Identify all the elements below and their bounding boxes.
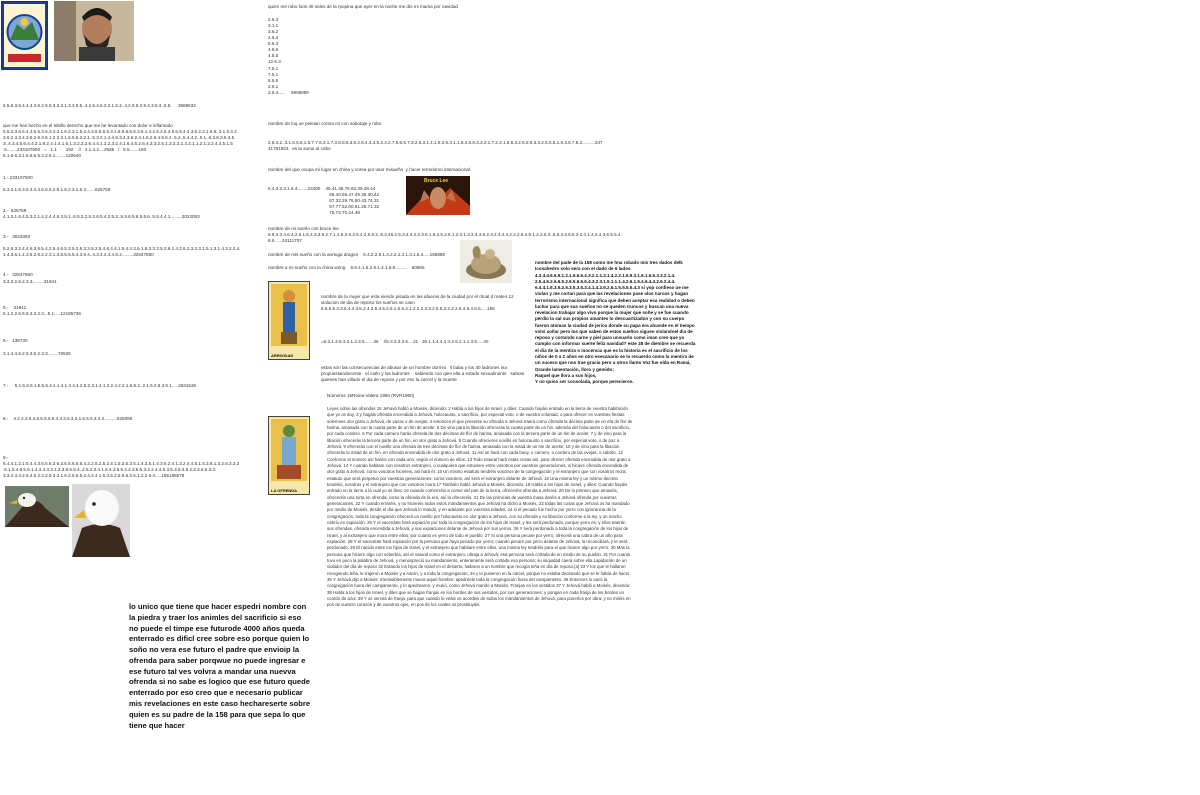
mujer-numbers: =6.3.1.3.5.3.3.1.2.3.6.......36 //5.3.3.3.2.5....21 35.1.1.4.4.1.4.2.6.2.1.1.3.5.....40 xyxy=(321,339,489,344)
left-ankle-paragraph: que me han hecho en el tobillo derecho que me he levantado con dolor e inflamado 5.5.3.3.6.5.4.3.5.5.3.5.3.4.3.1.6.2.3.1.5.2.4.3.6.5.6.5.3.1.6.5.6.6.5.3.6.1.4.2.6.2.6.3.6.5.5.4.4.3.6.2.2.1.6.5..3.1.5.3.2. 3.6.2.3.3.4.3.5.2.6.3.6.1.2.2.3.1.6.5.5.3.2.1..5.3.2.1.4.4.6.3.4.3.6.2.4.1.6.2.6.4.5.5.4..5.2..5.4.4.2..5.1..6.3.6.3.6.3.5. 3..4.3.4.5.6.4.4.2.1.6.2.4.1.4.1.6.1.3.2.3.2.6.4.4.1.3.2.3.2.4.1.6.4.5.2.6.4.3.3.2.5.1.3.2.3.2.4.3.1.1.2.1.2.2.4.4.5.1.5 .5........233107500 = 1.1 192 // 2.1.4.2....2565 / 5.5.......160 6.1.6.6.3.1.6.6.6.5.3.2.6.1........120640 xyxy=(3,123,238,159)
item-6-label: 6.- 138730 xyxy=(3,338,28,343)
eagle-photo-small xyxy=(5,486,69,527)
numeros-title: Números 15Reina-Valera 1960 (RVR1960) xyxy=(327,393,415,398)
item-1-value: 5.3.3.1.6.3.5.3.4.4.6.6.5.2.6.1.6.2.2.1.5.3.......625759 xyxy=(3,187,111,192)
item-3-label: 3.- 3022083 xyxy=(3,234,31,239)
leyes-ofrendas-text: Leyes sobre las ofrendas 15 Jehová habló a Moisés, diciendo: 2 Habla a los hijos de Israel, y diles: Cuando hayáis entrado en la tierra de vuestra habitación que yo os doy, 3 y hagáis ofrenda encendida a Jehová, holocausto, o sacrificio, por especial voto, o de vuestra voluntad, o para ofrecer en vuestras fiestas solemnes olor grato a Jehová, de vacas o de ovejas; 4 entonces el que presente su ofrenda a Jehová traerá como ofrenda la décima parte de un efa de flor de harina, amasada con la cuarta parte de un hin de aceite. 5 De vino para la libación ofrecerás la cuarta parte de un hin, además del holocausto o del sacrificio, por cada cordero. 6 Por cada carnero harás ofrenda de dos décimas de flor de harina, amasada con la tercera parte de un hin de aceite; 7 y de vino para la libación ofrecerás la tercera parte de un hin, en olor grato a Jehová. 8 Cuando ofrecieres novillo en holocausto o sacrificio, por especial voto, o de paz a Jehová, 9 ofrecerás con el novillo una ofrenda de tres décimas de flor de harina, amasada con la mitad de un hin de aceite; 10 y de vino para la libación ofrecerás la mitad de un hin, en ofrenda encendida de olor grato a Jehová. 11 Así se hará con cada buey, o carnero, o cordero de las ovejas, o cabrito. 12 Conforme al número así haréis con cada uno, según el número de ellos. 13 Todo natural hará estas cosas así, para ofrecer ofrenda encendida de olor grato a Jehová. 14 Y cuando habitare con vosotros extranjero, o cualquiera que estuviere entre vosotros por vuestras generaciones, si hiciere ofrenda encendida de olor grato a Jehová, como vosotros hiciereis, así hará él. 15 Un mismo estatuto tendréis vosotros de la congregación y el extranjero que con vosotros mora; estatuto que será perpetuo por vuestras generaciones; como vosotros, así será el extranjero delante de Jehová. 16 Una misma ley y un mismo decreto tendréis, vosotros y el extranjero que con vosotros mora.17 También habló Jehová a Moisés, diciendo: 18 Habla a los hijos de Israel, y diles: Cuando hayáis entrado en la tierra a la cual yo os llevo 19 cuando comenzéis a comer del pan de la tierra, ofreceréis ofrenda a Jehová. 20 De lo primero que amaséis, ofreceréis una torta en ofrenda; como la ofrenda de la era, así la ofreceréis. 21 De las primicias de vuestra masa daréis a Jehová ofrenda por vuestras generaciones. 22 Y cuando erraréis, y no hiciereis todos estos mandamientos que Jehová ha dicho a Moisés, 23 todas las cosas que Jehová os ha mandado por medio de Moisés, desde el día que Jehová lo mandó, y en adelante por vuestras edades, 24 si el pecado fue hecho por yerro con ignorancia de la congregación, toda la congregación ofrecerá un novillo por holocausto en olor grato a Jehová, con su ofrenda y su libación conforme a la ley, y un macho cabrío en expiación. 25 Y el sacerdote hará expiación por toda la congregación de los hijos de Israel, y les será perdonado, porque yerro es; y ellos traerán sus ofrendas, ofrenda encendida a Jehová, y sus expiaciones delante de Jehová por sus yerros. 26 Y será perdonado a toda la congregación de los hijos de Israel, y al extranjero que mora entre ellos, por cuanto es yerro de todo el pueblo. 27 Si una persona pecare por yerro, ofrecerá una cabra de un año para expiación. 28 Y el sacerdote hará expiación por la persona que haya pecado por yerro; cuando pecare por yerro delante de Jehová, la reconciliará, y le será perdonado. 29 El nacido entre los hijos de Israel, y el extranjero que habitare entre ellos, una misma ley tendréis para el que hiciere algo por yerro. 30 Mas la persona que hiciere algo con soberbia, así el natural como el extranjero, ultraja a Jehová; esa persona será cortada de en medio de su pueblo. 31 Por cuanto tuvo en poco la palabra de Jehová, y menospreció su mandamiento, enteramente será cortada esa persona; su iniquidad caerá sobre ella.Lapidación de un violador del día de reposo 32 Estando los hijos de Israel en el desierto, hallaron a un hombre que recogía leña en día de reposo.[a] 33 Y los que le hallaron recogiendo leña, le trajeron a Moisés y a Aarón, y a toda la congregación; 34 y lo pusieron en la cárcel, porque no estaba declarado qué se le había de hacer. 35 Y Jehová dijo a Moisés: Irremisiblemente muera aquel hombre; apedréelo toda la congregación fuera del campamento. 36 Entonces lo sacó la congregación fuera del campamento, y lo apedrearon, y murió, como Jehová mandó a Moisés. Franjas en los vestidos 37 Y Jehová habló a Moisés, diciendo: 38 Habla a los hijos de Israel, y diles que se hagan franjas en los bordes de sus vestidos, por sus generaciones; y pongan en cada franja de los bordes un cordón de azul. 39 Y os servirá de franja, para que cuando lo veáis os acordéis de todos los mandamientos de Jehová, para ponerlos por obra; y no miréis en pos de vuestro corazón y de vuestros ojos, en pos de los cuales os prostituyáis. xyxy=(327,406,633,608)
eagle-photo-large xyxy=(72,484,130,557)
item-4-value: 3.3.3.2.6.2.3.3.........31941 xyxy=(3,279,57,284)
item-5-value: 5.1.2.2.6.6.5.3.3.2.3...5.1.....12185736 xyxy=(3,311,81,316)
tarot-card-1-label: ARRIVIDAD xyxy=(271,353,294,358)
item-8-value: 8.- 4.2.4.3.6.4.6.5.6.5.6.4.4.3.6.3.3.1.6.5.6.3.4.2..........525059 xyxy=(3,416,133,421)
sabotaje-heading: nombre de loq ue peleian contra mi con sabotaje y robo xyxy=(268,121,382,126)
robo-title: quien me robo loos 40 soles de la rpopina que ayer en la noche me dio mi mama por navidad xyxy=(268,4,458,9)
robo-number-list: 2.6.3 3.1.1 3.6.2 4.6.4 5.6.3 4.6.6 4.5.5 12.6.3. 7.5.1 7.5.1 6.5.5 2.6.1 2.6.3..... 5908888 xyxy=(268,17,309,95)
bruce-lee-dream: nombre de mi sueño con bruce lee 6.6.3.3.4.6.4.2.6.1.6.4.3.3.6.2.7.1.1.6.2.6.3.5.4.2.5.6.2..6.3.45.2.5.3.4.3.2.2.3.6.1.6.2.5.2.6.1.2.3.1.3.3.4.4.6.2.3.2.4.4.4.2.2.2.6.4.6.1.2.2.6.3..5.5.3.3.6.5.3.2.4.1.4.3.4.3.6.5.5.4. 6.6......34111707 xyxy=(268,226,622,244)
bruce-lee-image xyxy=(406,176,470,215)
mujer-paragraph: nombre de la mujer que esta siendo pisada en las afueras de la ciudad por el ritual d mateo 12 violacion de dia de reposo los sueños se caen 6.5.5.5.3.3.6.4.4.3.6.2.4.3.6.4.5.2.6.1.5.5.4.1.2.2.2.3.3.2.5.5.2.2.2.2.6.4.6.4.6.5.....158 xyxy=(321,294,514,312)
item-5-label: 5.- 31941 xyxy=(3,305,27,310)
terrorismo-heading: nombre del que ocupa mi lugar en china y corea por usar misueño y hacer terrorismo internacional xyxy=(268,167,470,172)
tarot-card-2 xyxy=(268,416,310,495)
item-9-value: 9.- 6.4.4.1.2.1.5.4.4.3.6.5.6.3.6.2.5.5.6.5.5.4.2.2.6.2.5.2.4.1.5.3.5.3.5.1.4.3.5.1.4.3.6.2.4.1.3.2.4.4.5.1.5.3.6.1.3.2.6.3.3.2 .6.1.5.4.6.5.6.1.4.3.4.3.3.1.3.3.6.5.5.4..2.5.2.3.4.1.5.4.3.5.6.2.4.3.5.5.3.4.2.4.4.6.3.5.3.6.3.6.2.3.3.6.5.3.3. 3.3.4.3.4.2.5.4.6.2.3.2.5.3.3.1.6.2.6.5.5.2.4.2.4.1.6.3.5.2.5.5.6.3.5.1.2.2.6.4.....185185578 xyxy=(3,455,240,479)
dragon-turtle-image xyxy=(460,240,512,283)
item-2-value: 4.1.3.1.6.4.5.3.2.1.4.2.4.4.5.3.5.1..6.5.3.2.5.3.6.5.4.2.5.2..5.5.6.5.6.5.6.6..5.5.4.4.1.........3022083 xyxy=(3,214,200,219)
tortuga-line: nombre de mis sueño con la aortuga dragon 6.4.2.2.5.1.4.2.2.1.4.1.3.1.6.4.....165888 xyxy=(268,252,445,257)
logo-badge-image xyxy=(1,1,48,70)
item-2-label: 2.- 625759 xyxy=(3,208,27,213)
item-7-value: 7.- 5.1.5.3.6.1.5.5.5.4.1.1.4.1.4.4.4.2.5.2.3.1.4.1.2.2.4.2.2.1.5.5.2..2.1.5.2.6.3.5.1.....2631536 xyxy=(3,383,197,388)
bottom-bold-paragraph: lo unico que tiene que hacer espedri nombre con la piedra y traer los animles del sacrificio si eso no puede el timpe ese futurode 4000 años queda enterrado es dificl cree sobre eso porque quien lo soño no vera ese futuro el padre que envioip la ofrenda para saber porqwue no puede ingresar e ese futuro tal ves volvra a mandar una nuevva ofrenda si no sabe es logico que ese futuro quede enterrado por eso creo que e necesario publicar mis revelaciones en este caso hechareserte sobre quien es su padre de la 158 para que sepa lo que tiene que hacer xyxy=(129,602,311,730)
bruce-lee-label: Bruce Lee xyxy=(424,178,449,184)
wong-line: nombre a mi sueño con la china wong 6.6.4.1.5.2.5.1.4.1.6.6......... 60865 xyxy=(268,265,425,270)
item-6-value: 3.1.4.4.6.2.5.3.5.2.3.3........76526 xyxy=(3,351,71,356)
padre-158-bold-text: nombre del pade de la 158 como me hna robado mis tres dados delk Icosahedro solo sera con el dado de 6 lados 4.3.4.4.6.6.9.1.2.1.6.6.6.4.3.2.1.1.3.1.4.2.2.1.6.9.3.1.6.1.6.5.3.3.2.1.4. 2.5.4.6.2.6.6.5.2.6.5.6.5.6.4.3.2.3.1.5.1.1.1.4.2.6.1.5.4.6.4.4.2.6.2.4.4. 6.4.4.1.6.3.5.2.5.3.5.3.5.3.4.1.4.2.6.2.6.1.5.5.5.5.4.3 si yop confieso ue me violan y me cortan para que las revelaciones pase alos narcos y hagan terrorismo internacional significa que deben aceptar esa realidad o deben luchar para que sus sueños no se queden truncos y buscan una nueva revelacion trabajar algo vivo porque la mujer que soñe y se fue cuando perdio la sal sus propios amantes lo descuartizadon y con su cuerpo fueron atomas la ciudad de jerico donde su papa era alcande en el tiempo volvi soñar pero los que saben de estos sueños siguen violandoel dia de reposo y cortando carne y piel para unsuarlo como iman creo que yo cumplo con informar suerte feliz navidad? este 28 de diembre se recuerda el dia de la mentira o inocencia que es la historia es el sacrificio de los niños de 0 a 2 años en otro esecanario se lo recuerdo como la mentira de un suceso que nos trae gracia pero a otros llanto Voz fue oída en Ramá, Grande lamentación, lloro y gemido; Raquel que llora a sus hijos, Y no quiso ser consolada, porque perecieron. xyxy=(535,260,696,385)
abuso-paragraph: estas son las consecuencias de abusar de un hombre dormio li baba y los 40 ladrones ina propuestaindecente el carlo y los ladrones sabiendo con qien ella a estado sexualmente sabras quienes han villado el dia de reposo y por eso la carcel y la muerte xyxy=(321,365,525,383)
sabotaje-numbers: 2.8.3.2..3.1.6.5.6.1.6.7.7.6.3.1.7.3.8.8.6.3.6.2.8.4.3.4.5.2.4.2.7.5.6.6.7.3.2.5.3.1.4.1.8.3.6.3.1.1.6.4.8.6.3.3.2.1.7.2.2.1.5.8.3.2.6.8.6.3.3.2.6.5.5.1.6.3.6.7.8.2..........347 41781923 es la suma al cobo xyxy=(268,140,603,152)
item-3-value: 5.2.6.3.2.4.4.6.3.6.5.4.2.5.4.6.5.3.5.2.5.3.3.6.2.5.4.6.4.4.1.5.4.4.3.5.1.6.3.3.3.5.3.6.1.4.2.6.3.3.2.3.1.5.1.3.1.4.2.2.2.4. 1.4.3.6.1.4.3.6.2.6.2.2.3.1.3.6.5.5.5.4.3.6.4..4.3.4.2.4.4.5.2.........32647860 xyxy=(3,246,241,258)
tarot-card-2-label: LA OFRENDA xyxy=(271,488,298,493)
left-number-line: 6.5.6.3.6.4.4.4.3.5.2.5.5.3.3.3.1.3.3.6.5..4.2.5.4.5.2.2.1.5.2..4.2.6.6.2.5.4.3.5.3..6.5. 3589632 xyxy=(3,103,196,108)
item-1-label: 1.- 233107500 xyxy=(3,175,33,180)
item-4-label: 4.- 32647860 xyxy=(3,272,33,277)
webcam-photo xyxy=(54,1,134,61)
tarot-card-1 xyxy=(268,281,310,360)
terrorismo-numbers: 6.4.3.3.3.1.6.4........23400 45.41.36.78.63.39.38.44 68.40.56.47.49.35.30.42 67.33.29.76.50.43.74.31 57.77.62.60.61.25.71.32 75.72.70.24.48 xyxy=(268,186,380,216)
